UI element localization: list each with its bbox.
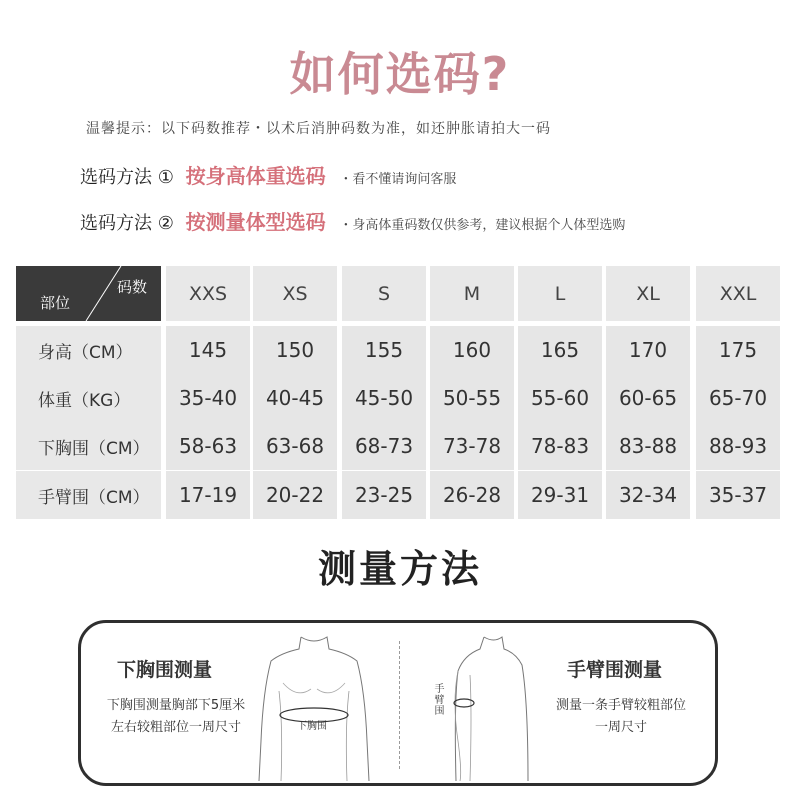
left-fig-label: 下胸围 xyxy=(297,721,327,732)
table-cell: 73-78 xyxy=(430,422,514,470)
table-cell: 165 xyxy=(518,326,602,374)
table-cell: 23-25 xyxy=(342,471,426,519)
table-cell: 40-45 xyxy=(253,374,337,422)
table-cell: 55-60 xyxy=(518,374,602,422)
table-corner-header xyxy=(16,266,161,321)
size-header-cell: M xyxy=(430,266,514,321)
right-measure-desc-line2: 一周尺寸 xyxy=(594,720,647,735)
table-cell: 160 xyxy=(430,326,514,374)
page-title: 如何选码? xyxy=(289,47,511,101)
corner-label-part: 部位 xyxy=(40,294,71,312)
table-cell: 45-50 xyxy=(342,374,426,422)
right-fig-label: 手臂围 xyxy=(432,683,443,716)
left-body-figure xyxy=(249,631,379,785)
right-measure-title: 手臂围测量 xyxy=(567,659,663,681)
method-2 xyxy=(80,206,625,235)
right-body-figure xyxy=(432,631,556,785)
size-header-cell: L xyxy=(518,266,602,321)
table-cell: 32-34 xyxy=(606,471,690,519)
method-2-note: ・身高体重码数仅供参考，建议根据个人体型选购 xyxy=(339,218,626,233)
table-cell: 20-22 xyxy=(253,471,337,519)
left-measure-desc xyxy=(91,695,261,739)
right-measure-desc xyxy=(541,695,701,739)
left-measure-title: 下胸围测量 xyxy=(117,659,213,681)
measure-box xyxy=(78,620,718,786)
row-label-cell: 下胸围（CM） xyxy=(16,422,161,470)
table-cell: 17-19 xyxy=(166,471,250,519)
table-cell: 78-83 xyxy=(518,422,602,470)
method-2-prefix: 选码方法 ② xyxy=(80,213,174,234)
left-measure-desc-line2: 左右较粗部位一周尺寸 xyxy=(110,720,241,735)
front-torso-illustration xyxy=(249,631,379,781)
left-measure-desc-line1: 下胸围测量胸部下5厘米 xyxy=(106,698,246,713)
table-cell: 150 xyxy=(253,326,337,374)
size-header-cell: XS xyxy=(253,266,337,321)
table-cell: 170 xyxy=(606,326,690,374)
side-torso-illustration xyxy=(436,631,556,781)
corner-label-size: 码数 xyxy=(116,278,147,296)
table-cell: 35-37 xyxy=(696,471,780,519)
table-cell: 60-65 xyxy=(606,374,690,422)
size-header-cell: XL xyxy=(606,266,690,321)
table-cell: 63-68 xyxy=(253,422,337,470)
method-1-highlight: 按身高体重选码 xyxy=(185,164,326,188)
table-cell: 83-88 xyxy=(606,422,690,470)
table-cell: 68-73 xyxy=(342,422,426,470)
table-cell: 88-93 xyxy=(696,422,780,470)
method-1-note: ・看不懂请询问客服 xyxy=(339,172,457,187)
table-cell: 50-55 xyxy=(430,374,514,422)
row-label-cell: 身高（CM） xyxy=(16,326,161,374)
method-2-highlight: 按测量体型选码 xyxy=(185,210,326,234)
right-measure-desc-line1: 测量一条手臂较粗部位 xyxy=(555,698,686,713)
table-cell: 29-31 xyxy=(518,471,602,519)
measure-title: 测量方法 xyxy=(317,547,482,591)
method-1-prefix: 选码方法 ① xyxy=(80,167,174,188)
table-cell: 58-63 xyxy=(166,422,250,470)
table-cell: 65-70 xyxy=(696,374,780,422)
size-header-cell: S xyxy=(342,266,426,321)
table-cell: 35-40 xyxy=(166,374,250,422)
table-cell: 175 xyxy=(696,326,780,374)
table-cell: 26-28 xyxy=(430,471,514,519)
tip-text: 温馨提示：以下码数推荐・以术后消肿码数为准，如还肿胀请拍大一码 xyxy=(86,121,551,137)
table-cell: 155 xyxy=(342,326,426,374)
size-header-cell: XXS xyxy=(166,266,250,321)
row-label-cell: 手臂围（CM） xyxy=(16,471,161,519)
row-label-cell: 体重（KG） xyxy=(16,374,161,422)
method-1 xyxy=(80,160,456,189)
table-cell: 145 xyxy=(166,326,250,374)
center-divider xyxy=(399,641,400,769)
size-header-cell: XXL xyxy=(696,266,780,321)
